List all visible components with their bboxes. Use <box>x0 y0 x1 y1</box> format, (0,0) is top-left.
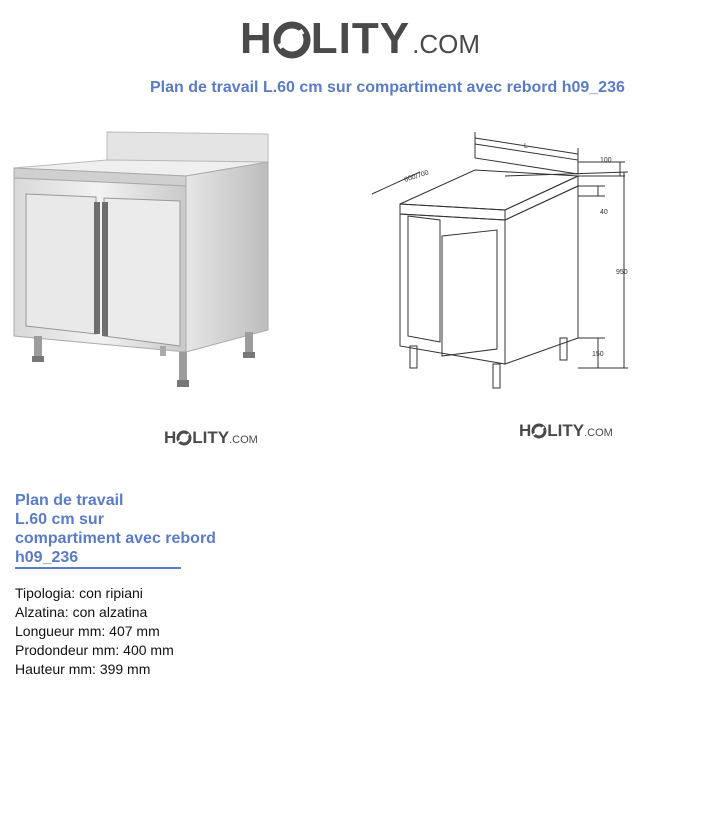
spec-row <box>15 622 174 641</box>
product-specs <box>15 584 174 679</box>
spec-label: Longueur mm: <box>15 623 106 639</box>
logo-text-h: H <box>164 428 177 447</box>
holity-logo-small <box>164 428 258 448</box>
logo-text-h: H <box>240 14 273 63</box>
spec-row <box>15 660 174 679</box>
logo-text-com: .COM <box>584 427 613 439</box>
product-photo <box>0 124 272 399</box>
dim-feet-label: 150 <box>592 351 604 358</box>
spec-value: 400 mm <box>123 642 174 658</box>
logo-o-icon <box>273 17 311 61</box>
logo-text-lity: LITY <box>547 421 585 440</box>
product-heading-line: compartiment avec rebord <box>15 530 216 547</box>
logo-text-lity: LITY <box>192 428 230 447</box>
logo-o-icon <box>531 422 547 440</box>
page-title: Plan de travail L.60 cm sur compartiment avec rebord h09_236 <box>150 79 625 96</box>
spec-label: Tipologia: <box>15 585 76 601</box>
technical-drawing <box>360 124 640 399</box>
logo-text-h: H <box>519 421 532 440</box>
product-heading-line: L.60 cm sur <box>15 511 104 528</box>
spec-row <box>15 584 174 603</box>
dim-backsplash-label: 100 <box>600 157 612 164</box>
spec-value: 399 mm <box>99 661 151 677</box>
dim-depth-label: 600/700 <box>403 169 430 184</box>
logo-text-com: .COM <box>412 28 480 59</box>
logo-o-icon <box>176 429 192 447</box>
product-heading-line: Plan de travail <box>15 492 124 509</box>
spec-label: Alzatina: <box>15 604 69 620</box>
spec-row <box>15 641 174 660</box>
heading-underline <box>15 567 181 569</box>
spec-row <box>15 603 174 622</box>
spec-label: Hauteur mm: <box>15 661 96 677</box>
spec-value: 407 mm <box>109 623 160 639</box>
spec-label: Prodondeur mm: <box>15 642 120 658</box>
product-heading <box>15 491 225 567</box>
holity-logo-small <box>519 421 613 441</box>
logo-text-lity: LITY <box>310 14 411 63</box>
spec-value: con alzatina <box>72 604 148 620</box>
dim-top-thickness-label: 40 <box>600 209 608 216</box>
holity-logo[interactable] <box>240 14 480 64</box>
logo-text-com: .COM <box>229 434 258 446</box>
spec-value: con ripiani <box>79 585 143 601</box>
product-heading-line: h09_236 <box>15 549 79 566</box>
dim-height-label: 950 <box>616 269 628 276</box>
dim-length-label: L <box>524 143 528 150</box>
